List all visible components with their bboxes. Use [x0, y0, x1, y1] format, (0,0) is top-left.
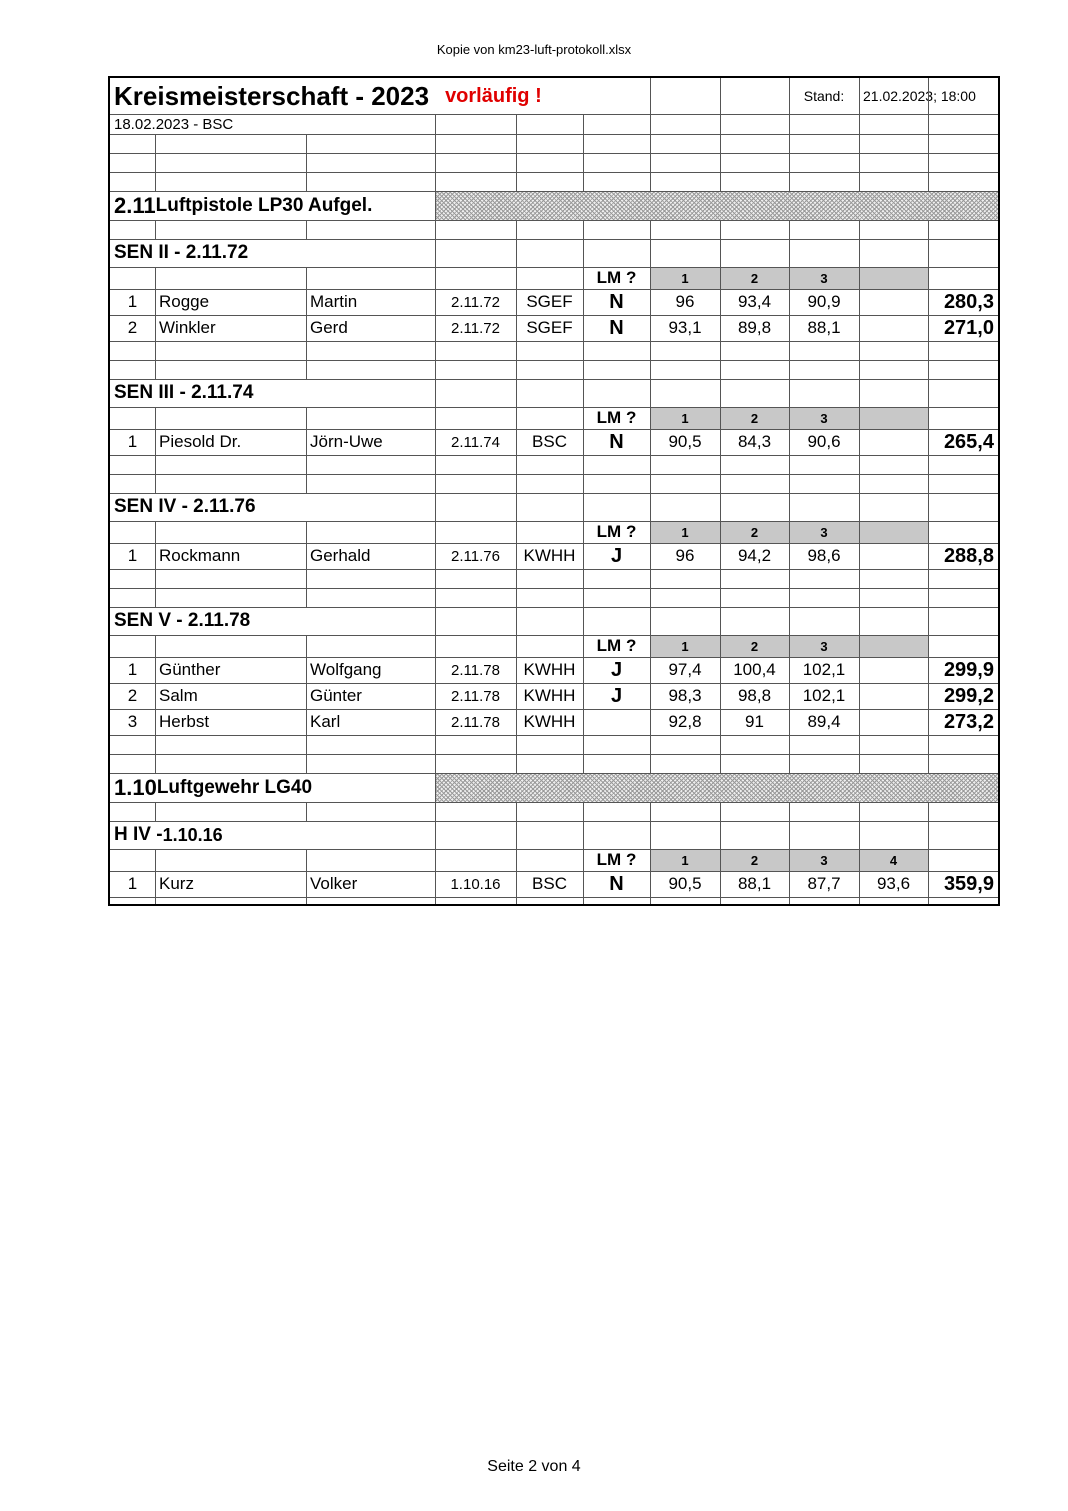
- series-score: 88,1: [807, 318, 841, 337]
- group-code: 1.10.16: [162, 824, 223, 845]
- club: SGEF: [526, 292, 573, 311]
- last-name: Herbst: [159, 712, 210, 731]
- lm-value: N: [609, 316, 624, 339]
- club: SGEF: [526, 318, 573, 337]
- page-footer: Seite 2 von 4: [487, 1458, 581, 1475]
- group-label: SEN III - 2.11.74: [114, 382, 254, 403]
- series-score: 90,6: [807, 432, 841, 451]
- series-header: [859, 267, 928, 289]
- lm-header: LM ?: [596, 636, 637, 655]
- page-header: Kopie von km23-luft-protokoll.xlsx: [436, 42, 632, 57]
- series-score: 90,5: [668, 432, 702, 451]
- group-title: [110, 493, 435, 521]
- total-score: 299,9: [943, 658, 994, 681]
- series-header: 3: [789, 267, 859, 289]
- sheet-subtitle: 18.02.2023 - BSC: [114, 115, 234, 133]
- last-name: Rockmann: [159, 546, 241, 565]
- series-header: 2: [720, 521, 789, 543]
- sheet-title: Kreismeisterschaft - 2023: [114, 80, 430, 111]
- series-score: 100,4: [733, 660, 776, 679]
- series-header: 1: [650, 521, 720, 543]
- series-score: 91: [745, 712, 764, 731]
- series-header: 2: [720, 267, 789, 289]
- rank: 1: [127, 292, 138, 311]
- lm-value: J: [610, 544, 623, 567]
- lm-value: J: [610, 684, 623, 707]
- series-score: 98,6: [807, 546, 841, 565]
- first-name: Wolfgang: [310, 660, 382, 679]
- club: BSC: [532, 432, 567, 451]
- group-label: SEN II - 2.11.72: [114, 242, 249, 263]
- section-hatch: [435, 191, 1000, 220]
- series-score: 87,7: [807, 874, 841, 893]
- series-header: [859, 407, 928, 429]
- section-label: Luftpistole LP30 Aufgel.: [155, 194, 373, 216]
- series-score: 93,6: [876, 874, 911, 893]
- group-label: SEN V - 2.11.78: [114, 610, 251, 631]
- total-score: 280,3: [943, 290, 994, 313]
- series-header: 1: [650, 635, 720, 657]
- sheet-title-cell: [110, 78, 650, 114]
- series-score: [859, 683, 928, 709]
- series-header: 3: [789, 407, 859, 429]
- series-score: 102,1: [802, 686, 846, 705]
- club: KWHH: [523, 546, 576, 565]
- class-code: 2.11.72: [451, 319, 500, 337]
- series-score: [859, 709, 928, 735]
- group-title: [110, 607, 435, 635]
- total-score: 288,8: [943, 544, 994, 567]
- section-title: [110, 773, 435, 802]
- section-hatch: [435, 773, 1000, 802]
- total-score: 299,2: [943, 684, 994, 707]
- total-score: 265,4: [943, 430, 994, 453]
- rank: 1: [127, 546, 138, 565]
- series-score: 93,4: [737, 292, 772, 311]
- series-score: 102,1: [802, 660, 846, 679]
- class-code: 2.11.78: [451, 687, 500, 705]
- rank: 2: [127, 318, 138, 337]
- series-header: 2: [720, 635, 789, 657]
- section-label: Luftgewehr LG40: [156, 776, 313, 798]
- first-name: Volker: [310, 874, 358, 893]
- lm-header: LM ?: [596, 268, 637, 287]
- rank: 3: [127, 712, 138, 731]
- series-header: [859, 635, 928, 657]
- series-header: 4: [859, 849, 928, 871]
- group-title: [110, 821, 435, 849]
- rank: 2: [127, 686, 138, 705]
- series-score: 98,8: [737, 686, 772, 705]
- series-score: 96: [675, 292, 695, 311]
- first-name: Gerd: [310, 318, 348, 337]
- club: KWHH: [523, 686, 576, 705]
- series-score: 98,3: [668, 686, 702, 705]
- series-header: 1: [650, 407, 720, 429]
- group-label: SEN IV - 2.11.76: [114, 496, 256, 517]
- class-code: 2.11.76: [451, 547, 500, 565]
- series-score: [859, 289, 928, 315]
- series-header: 3: [789, 521, 859, 543]
- series-header: 2: [720, 849, 789, 871]
- spreadsheet-table: [108, 76, 1000, 906]
- series-score: [859, 657, 928, 683]
- series-header: 3: [789, 849, 859, 871]
- section-number: 2.11: [114, 192, 156, 218]
- lm-header: LM ?: [596, 408, 637, 427]
- rank: 1: [127, 660, 138, 679]
- last-name: Kurz: [159, 874, 194, 893]
- total-score: 359,9: [943, 872, 994, 895]
- series-header: 1: [650, 267, 720, 289]
- section-title: [110, 191, 435, 220]
- first-name: Jörn-Uwe: [310, 432, 383, 451]
- stand-value: 21.02.2023; 18:00: [863, 88, 976, 104]
- series-score: 89,4: [807, 712, 841, 731]
- lm-value: N: [609, 290, 624, 313]
- lm-value: N: [609, 872, 624, 895]
- rank: 1: [127, 874, 138, 893]
- series-score: 90,5: [668, 874, 702, 893]
- group-label: H IV -: [114, 824, 163, 845]
- class-code: 2.11.78: [451, 661, 500, 679]
- series-score: 89,8: [737, 318, 772, 337]
- group-title: [110, 379, 435, 407]
- first-name: Martin: [310, 292, 358, 311]
- lm-value: J: [610, 658, 623, 681]
- series-score: [859, 429, 928, 455]
- last-name: Winkler: [159, 318, 216, 337]
- last-name: Piesold Dr.: [159, 432, 242, 451]
- last-name: Salm: [159, 686, 198, 705]
- series-header: 3: [789, 635, 859, 657]
- series-score: 96: [675, 546, 695, 565]
- total-score: 273,2: [943, 710, 994, 733]
- class-code: 2.11.72: [451, 293, 500, 311]
- class-code: 2.11.74: [451, 433, 500, 451]
- series-score: 97,4: [668, 660, 702, 679]
- table-grid: [110, 78, 1000, 906]
- last-name: Günther: [159, 660, 221, 679]
- lm-value: N: [609, 430, 624, 453]
- series-score: [859, 315, 928, 341]
- section-number: 1.10: [114, 774, 157, 800]
- series-score: [859, 543, 928, 569]
- series-header: [859, 521, 928, 543]
- club: KWHH: [523, 660, 576, 679]
- series-score: 84,3: [737, 432, 772, 451]
- series-score: 93,1: [668, 318, 702, 337]
- preliminary-flag: vorläufig !: [445, 84, 542, 107]
- series-score: 90,9: [807, 292, 841, 311]
- last-name: Rogge: [159, 292, 210, 311]
- series-header: 1: [650, 849, 720, 871]
- first-name: Karl: [310, 712, 341, 731]
- series-score: 92,8: [668, 712, 702, 731]
- club: KWHH: [523, 712, 576, 731]
- rank: 1: [127, 432, 138, 451]
- club: BSC: [532, 874, 567, 893]
- lm-header: LM ?: [596, 522, 637, 541]
- series-score: 88,1: [737, 874, 772, 893]
- first-name: Günter: [310, 686, 362, 705]
- lm-value: [583, 709, 650, 735]
- series-header: 2: [720, 407, 789, 429]
- group-title: [110, 239, 435, 267]
- total-score: 271,0: [943, 316, 994, 339]
- series-score: 94,2: [737, 546, 772, 565]
- class-code: 2.11.78: [451, 713, 500, 731]
- lm-header: LM ?: [596, 850, 637, 869]
- class-code: 1.10.16: [450, 875, 501, 893]
- stand-label: Stand:: [803, 88, 845, 104]
- first-name: Gerhald: [310, 546, 371, 565]
